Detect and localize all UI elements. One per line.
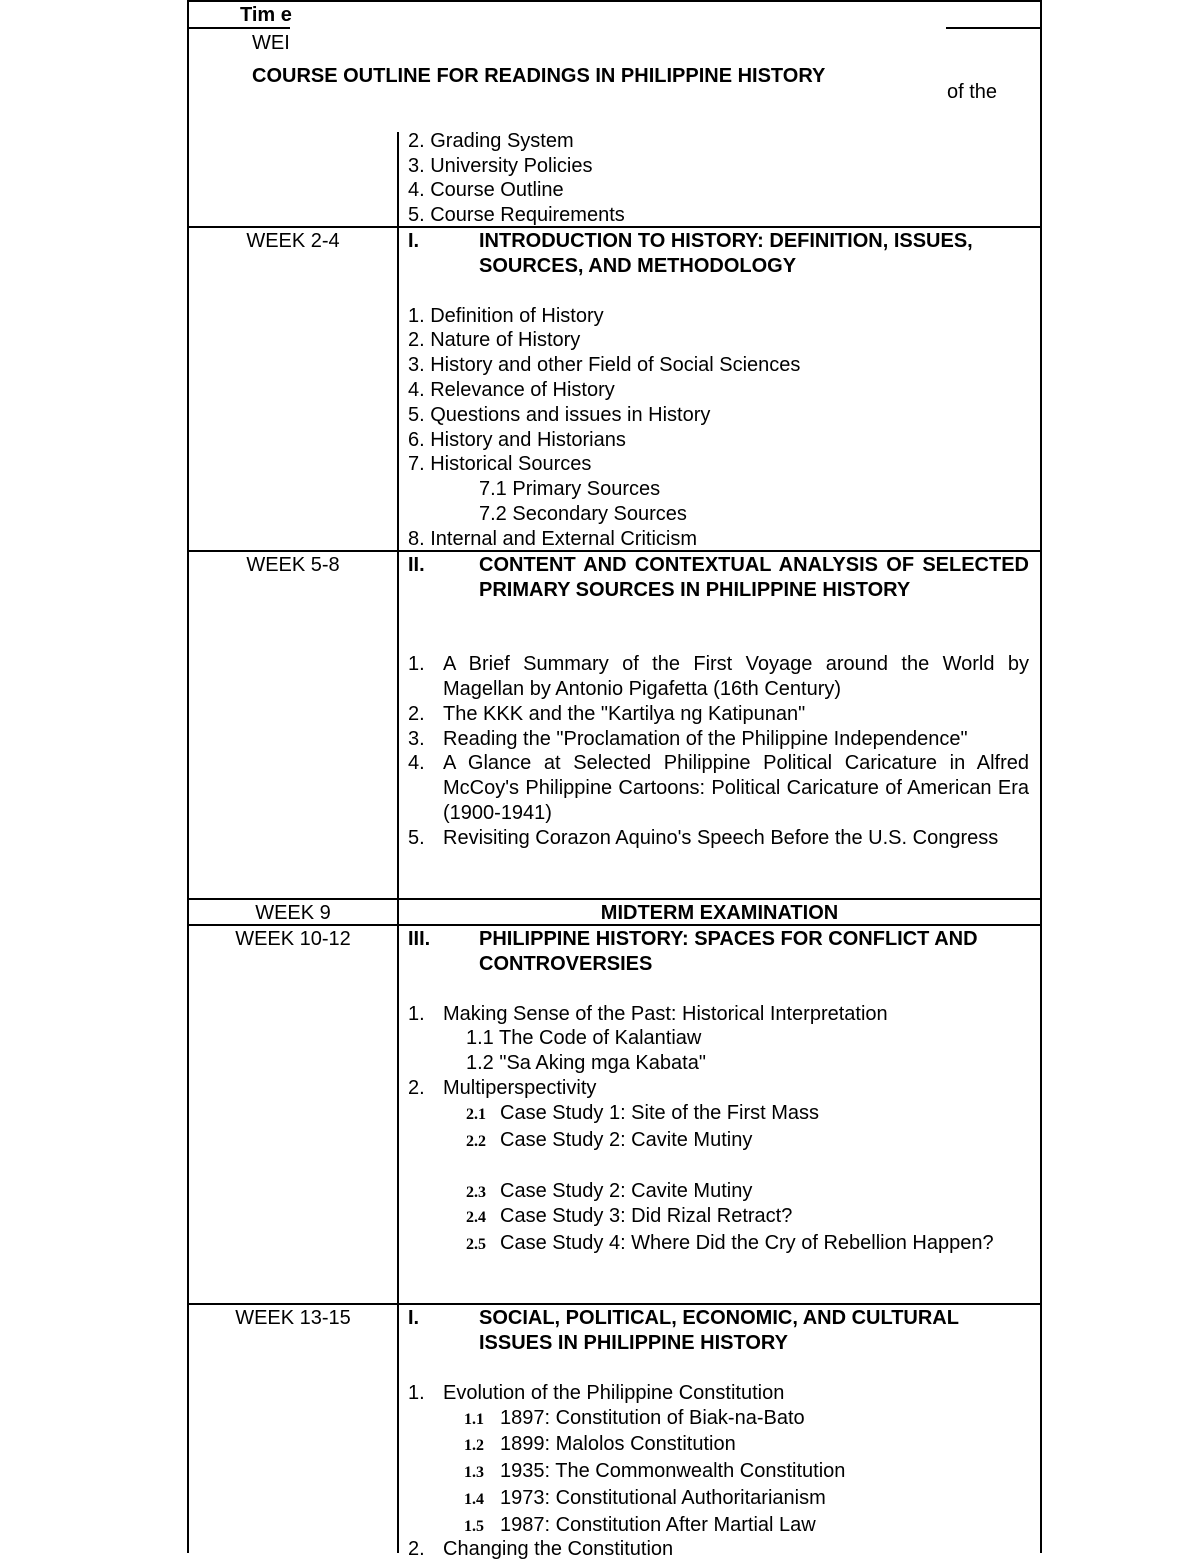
sub-number: 2.3 xyxy=(466,1184,486,1201)
list-item: Revisiting Corazon Aquino's Speech Before the U.S. Congress xyxy=(443,827,999,849)
list-item: 2. Nature of History xyxy=(408,329,581,351)
list-item: 1987: Constitution After Martial Law xyxy=(500,1514,816,1536)
list-number: 5. xyxy=(408,827,425,849)
list-item: Evolution of the Philippine Constitution xyxy=(443,1382,785,1404)
section-heading-line: INTRODUCTION TO HISTORY: DEFINITION, ISSUES, xyxy=(479,230,973,252)
table-right-border xyxy=(1040,0,1042,1553)
list-item: Making Sense of the Past: Historical Interpretation xyxy=(443,1003,888,1025)
list-item: 7.2 Secondary Sources xyxy=(479,503,687,525)
list-item: Reading the "Proclamation of the Philippine Independence" xyxy=(443,728,968,750)
row-border xyxy=(187,1303,1042,1305)
list-number: 2. xyxy=(408,1538,425,1560)
list-item: 1.1 The Code of Kalantiaw xyxy=(466,1027,702,1049)
list-item: 1973: Constitutional Authoritarianism xyxy=(500,1487,826,1509)
section-numeral: III. xyxy=(408,928,431,950)
list-item: 5. Questions and issues in History xyxy=(408,404,711,426)
list-item: 1.2 "Sa Aking mga Kabata" xyxy=(466,1052,706,1074)
sub-number: 1.5 xyxy=(464,1518,484,1535)
list-item: 1935: The Commonwealth Constitution xyxy=(500,1460,846,1482)
week-column-partial: WEI xyxy=(252,32,290,54)
list-item: A Glance at Selected Philippine Political Caricature in Alfred McCoy's Philippine Cartoons: Political Caricature of American Era (1900-1941) xyxy=(443,752,1029,824)
page-title: COURSE OUTLINE FOR READINGS IN PHILIPPINE HISTORY xyxy=(252,65,826,87)
list-item: 5. Course Requirements xyxy=(408,204,625,226)
sub-number: 2.4 xyxy=(466,1209,486,1226)
section-heading-line: PHILIPPINE HISTORY: SPACES FOR CONFLICT AND xyxy=(479,928,978,950)
list-item: 8. Internal and External Criticism xyxy=(408,528,698,550)
list-item: 1899: Malolos Constitution xyxy=(500,1433,736,1455)
sub-number: 2.5 xyxy=(466,1236,486,1253)
section-heading: CONTENT AND CONTEXTUAL ANALYSIS OF SELECTED PRIMARY SOURCES IN PHILIPPINE HISTORY xyxy=(479,554,1029,601)
list-item: 1. Definition of History xyxy=(408,305,604,327)
week-label: WEEK 5-8 xyxy=(246,554,340,576)
list-item: 7.1 Primary Sources xyxy=(479,478,661,500)
list-item: Case Study 3: Did Rizal Retract? xyxy=(500,1205,793,1227)
list-item: 3. University Policies xyxy=(408,155,593,177)
row-border xyxy=(187,898,1042,900)
list-number: 2. xyxy=(408,1077,425,1099)
table-top-border xyxy=(187,0,1042,2)
list-item: 4. Course Outline xyxy=(408,179,564,201)
list-number: 1. xyxy=(408,1003,425,1025)
section-heading-line: SOURCES, AND METHODOLOGY xyxy=(479,255,797,277)
sub-number: 2.2 xyxy=(466,1133,486,1150)
list-item: 3. History and other Field of Social Sciences xyxy=(408,354,801,376)
list-number: 2. xyxy=(408,703,425,725)
week-label: WEEK 2-4 xyxy=(246,230,340,252)
list-item: Case Study 2: Cavite Mutiny xyxy=(500,1129,753,1151)
list-item: 6. History and Historians xyxy=(408,429,626,451)
header-row-border-right xyxy=(946,27,1042,29)
sub-number: 1.1 xyxy=(464,1411,484,1428)
section-heading-line: CONTROVERSIES xyxy=(479,953,653,975)
week-label: WEEK 13-15 xyxy=(235,1307,351,1329)
list-item: Case Study 4: Where Did the Cry of Rebellion Happen? xyxy=(500,1232,994,1254)
list-item: Case Study 1: Site of the First Mass xyxy=(500,1102,820,1124)
sub-number: 1.4 xyxy=(464,1491,484,1508)
list-number: 1. xyxy=(408,1382,425,1404)
week-label: WEEK 9 xyxy=(255,902,331,924)
list-item: Changing the Constitution xyxy=(443,1538,674,1560)
week-label: WEEK 10-12 xyxy=(235,928,351,950)
list-item: Multiperspectivity xyxy=(443,1077,597,1099)
midterm-heading: MIDTERM EXAMINATION xyxy=(600,902,839,924)
list-item: 4. Relevance of History xyxy=(408,379,615,401)
list-item: The KKK and the "Kartilya ng Katipunan" xyxy=(443,703,806,725)
overflow-text: of the xyxy=(947,81,998,103)
list-number: 3. xyxy=(408,728,425,750)
section-heading-line: SOCIAL, POLITICAL, ECONOMIC, AND CULTURAL xyxy=(479,1307,959,1329)
section-numeral: II. xyxy=(408,554,425,576)
column-divider xyxy=(397,132,399,1553)
sub-number: 1.3 xyxy=(464,1464,484,1481)
list-number: 4. xyxy=(408,752,425,774)
section-heading-line: ISSUES IN PHILIPPINE HISTORY xyxy=(479,1332,788,1354)
list-item: 1897: Constitution of Biak-na-Bato xyxy=(500,1407,805,1429)
list-item: A Brief Summary of the First Voyage around the World by Magellan by Antonio Pigafetta (16th Century) xyxy=(443,653,1029,700)
list-item: 2. Grading System xyxy=(408,130,574,152)
sub-number: 1.2 xyxy=(464,1437,484,1454)
sub-number: 2.1 xyxy=(466,1106,486,1123)
section-numeral: I. xyxy=(408,1307,420,1329)
section-numeral: I. xyxy=(408,230,420,252)
list-number: 1. xyxy=(408,653,425,675)
list-item: Case Study 2: Cavite Mutiny xyxy=(500,1180,753,1202)
time-column-header: Tim e xyxy=(240,4,292,26)
list-item: 7. Historical Sources xyxy=(408,453,592,475)
